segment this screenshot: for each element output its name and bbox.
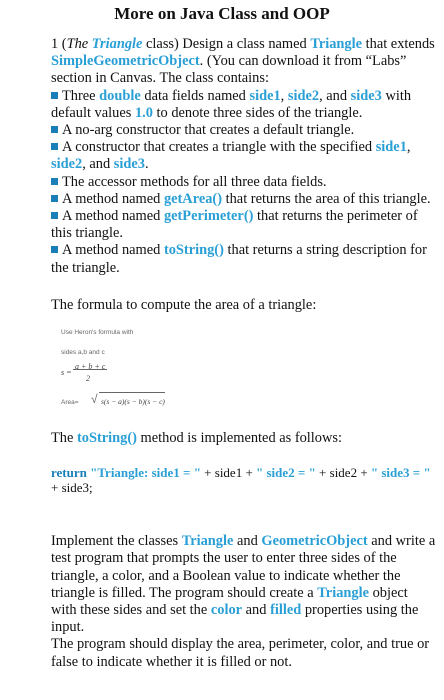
final-text: and write a test program that prompts the user to enter three sides of the triangle, a color, and a Boolean value to indicate whether the triangle is filled. The program should create a bbox=[51, 533, 436, 601]
triangle-term: Triangle bbox=[317, 584, 369, 601]
bullet-text: , bbox=[406, 139, 411, 156]
bullet-item bbox=[51, 122, 436, 139]
code-text: + side2 + bbox=[319, 465, 368, 481]
s-equals: s = bbox=[61, 368, 72, 378]
area-label: Area= bbox=[61, 399, 79, 407]
bullet-text: to denote three sides of the triangle. bbox=[156, 104, 363, 121]
document-body bbox=[51, 36, 436, 671]
bullet-icon bbox=[51, 178, 58, 185]
s-formula bbox=[61, 362, 106, 384]
filled-term: filled bbox=[270, 602, 302, 619]
bullet-text: A method named bbox=[62, 190, 161, 207]
square-root-icon: √ bbox=[91, 392, 98, 407]
final-text: object with these sides and set the bbox=[51, 584, 408, 619]
side3-term: side3 bbox=[113, 156, 145, 173]
bullet-text: Three bbox=[62, 87, 96, 104]
heron-caption: Use Heron's formula with bbox=[61, 329, 134, 337]
final-text: and bbox=[237, 533, 258, 550]
bullet-item bbox=[51, 242, 436, 276]
simple-geometric-object-term: SimpleGeometricObject bbox=[51, 53, 200, 70]
return-keyword: return bbox=[51, 465, 87, 481]
color-term: color bbox=[210, 602, 243, 619]
bullet-icon bbox=[51, 143, 58, 150]
bullet-item bbox=[51, 208, 436, 242]
side1-term: side1 bbox=[249, 87, 281, 104]
heron-caption: sides a,b and c bbox=[61, 349, 105, 357]
to-string-term: toString() bbox=[76, 430, 137, 447]
intro-text: class) Design a class named bbox=[146, 36, 307, 52]
final-text: properties using the input. bbox=[51, 602, 419, 636]
side2-term: side2 bbox=[287, 87, 320, 104]
sentence-text: method is implemented as follows: bbox=[140, 430, 342, 447]
bullet-text: A method named bbox=[62, 208, 161, 225]
heron-formula-image bbox=[51, 322, 436, 418]
code-string: " side3 = " bbox=[370, 465, 431, 481]
bullet-text: A constructor that creates a triangle with the specified bbox=[62, 139, 373, 156]
bullet-item bbox=[51, 174, 436, 191]
bullet-icon bbox=[51, 92, 58, 99]
double-term: double bbox=[99, 87, 141, 104]
intro-text: . (You can download it from “Labs” section in Canvas. The class contains: bbox=[51, 53, 407, 87]
code-text: + side3; bbox=[51, 480, 93, 496]
page-title: More on Java Class and OOP bbox=[114, 4, 330, 23]
bullet-icon bbox=[51, 195, 58, 202]
bullet-text: , and bbox=[319, 87, 348, 104]
s-denominator: 2 bbox=[86, 374, 90, 384]
bullet-text: that returns the perimeter of this triangle. bbox=[51, 208, 418, 242]
bullet-item bbox=[51, 191, 436, 208]
bullet-icon bbox=[51, 246, 58, 253]
bullet-text: , and bbox=[82, 156, 111, 173]
intro-paragraph bbox=[51, 36, 436, 88]
bullet-item bbox=[51, 139, 436, 173]
bullet-text: , bbox=[280, 87, 285, 104]
triangle-term: Triangle bbox=[181, 533, 234, 550]
bullet-text: The accessor methods for all three data fields. bbox=[62, 173, 327, 190]
final-text: Implement the classes bbox=[51, 533, 179, 550]
sentence-text: The bbox=[51, 430, 74, 447]
bullet-text: that returns a string description for the triangle. bbox=[51, 242, 427, 276]
code-string: "Triangle: side1 = " bbox=[90, 465, 201, 481]
side3-term: side3 bbox=[350, 87, 382, 104]
code-string: " side2 = " bbox=[256, 465, 316, 481]
to-string-term: toString() bbox=[163, 242, 224, 259]
bullet-text: that returns the area of this triangle. bbox=[225, 190, 431, 207]
radicand: s(s − a)(s − b)(s − c) bbox=[99, 392, 165, 410]
default-value-term: 1.0 bbox=[134, 104, 153, 121]
final-text: The program should display the area, perimeter, color, and true or false to indicate whether it is filled or not. bbox=[51, 636, 430, 670]
code-snippet bbox=[51, 465, 436, 495]
side1-term: side1 bbox=[375, 139, 407, 156]
get-area-term: getArea() bbox=[163, 190, 222, 207]
triangle-term: Triangle bbox=[91, 36, 143, 52]
tostring-sentence bbox=[51, 430, 436, 447]
geometric-object-term: GeometricObject bbox=[261, 533, 368, 550]
bullet-text: A method named bbox=[62, 242, 161, 259]
bullet-item bbox=[51, 88, 436, 122]
get-perimeter-term: getPerimeter() bbox=[163, 208, 254, 225]
intro-text: that extends bbox=[365, 36, 435, 52]
final-paragraph bbox=[51, 533, 436, 671]
bullet-text: A no-arg constructor that creates a default triangle. bbox=[62, 122, 355, 139]
fraction-bar bbox=[73, 369, 107, 370]
intro-the: The bbox=[66, 36, 89, 52]
triangle-term: Triangle bbox=[310, 36, 363, 52]
bullet-icon bbox=[51, 126, 58, 133]
code-text: + side1 + bbox=[204, 465, 253, 481]
bullet-text: . bbox=[144, 156, 149, 173]
bullet-text: data fields named bbox=[144, 87, 246, 104]
area-formula bbox=[61, 392, 165, 411]
final-text: and bbox=[245, 602, 267, 619]
intro-num: 1 ( bbox=[51, 36, 67, 52]
bullet-text: with default values bbox=[51, 87, 412, 121]
side2-term: side2 bbox=[51, 156, 83, 173]
formula-intro: The formula to compute the area of a triangle: bbox=[51, 296, 317, 313]
bullet-icon bbox=[51, 212, 58, 219]
s-numerator: a + b + c bbox=[75, 362, 106, 372]
